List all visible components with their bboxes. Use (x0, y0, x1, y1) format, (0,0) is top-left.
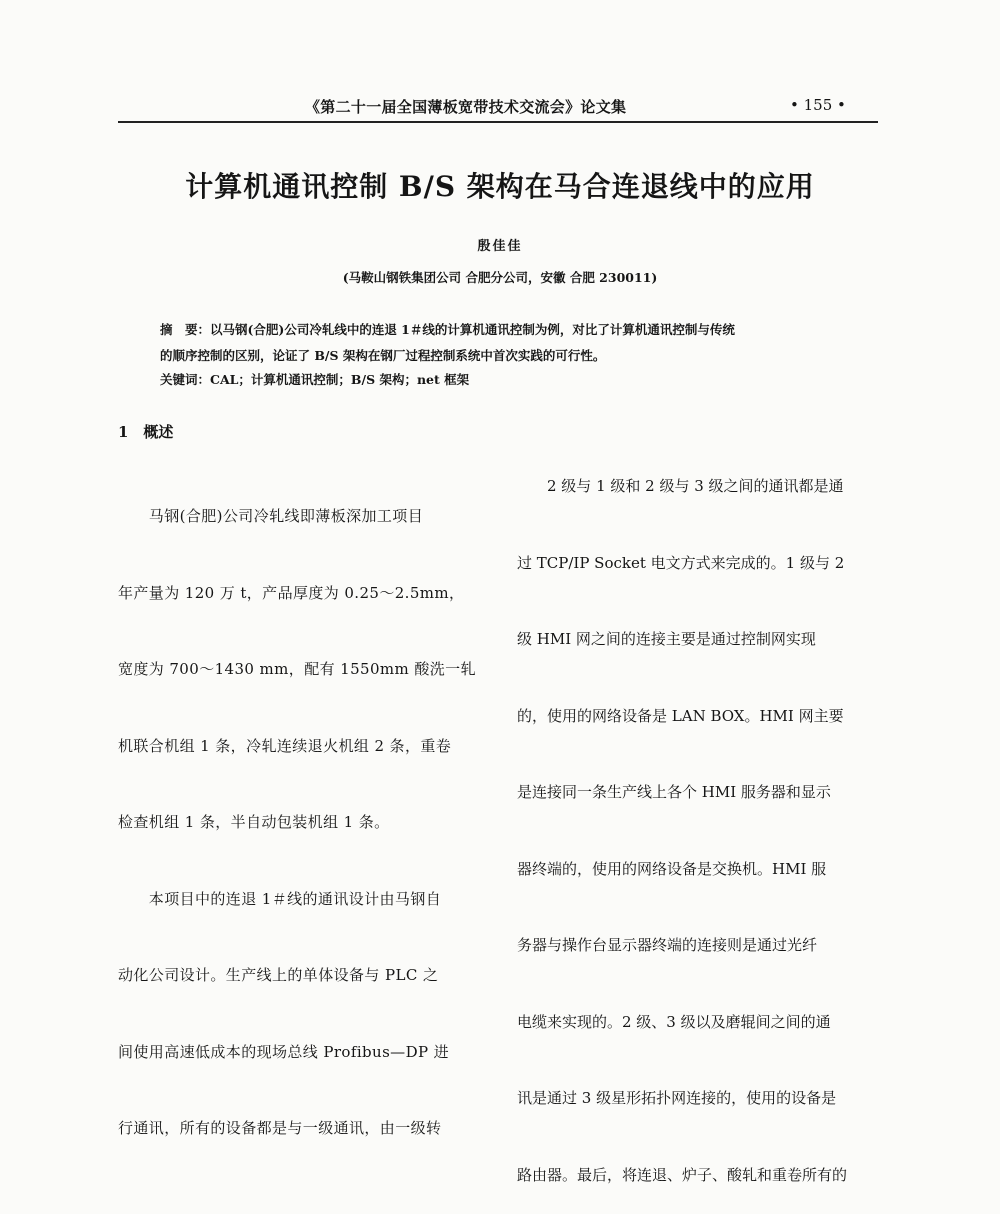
paragraph-line: 动化公司设计。生产线上的单体设备与 PLC 之 (118, 966, 439, 984)
paragraph-line: 检查机组 1 条，半自动包装机组 1 条。 (118, 813, 390, 831)
left-column (118, 453, 483, 1167)
paragraph-line: 器终端的，使用的网络设备是交换机。HMI 服 (517, 859, 827, 878)
header-divider (118, 121, 878, 123)
paragraph-line: 级 HMI 网之间的连接主要是通过控制网实现 (517, 630, 816, 648)
abstract-line-2: 的顺序控制的区别，论证了 B/S 架构在钢厂过程控制系统中首次实践的可行性。 (160, 348, 606, 363)
paragraph-line: 宽度为 700～1430 mm，配有 1550mm 酸洗一轧 (118, 660, 476, 678)
running-header-journal: 《第二十一届全国薄板宽带技术交流会》论文集 (305, 98, 627, 116)
right-column (517, 423, 882, 1214)
keywords: 关键词：CAL；计算机通讯控制；B/S 架构；net 框架 (160, 372, 470, 387)
paragraph-line: 是连接同一条生产线上各个 HMI 服务器和显示 (517, 783, 831, 801)
paragraph-line: 行通讯，所有的设备都是与一级通讯，由一级转 (118, 1119, 442, 1137)
paragraph-line: 本项目中的连退 1＃线的通讯设计由马钢自 (118, 889, 442, 908)
page-number: • 155 • (790, 96, 846, 114)
paragraph-line: 务器与操作台显示器终端的连接则是通过光纤 (517, 936, 818, 954)
section-heading: 1 概述 (118, 423, 174, 441)
paragraph-line: 年产量为 120 万 t，产品厚度为 0.25～2.5mm， (118, 583, 465, 602)
paragraph-line: 讯是通过 3 级星形拓扑网连接的，使用的设备是 (517, 1089, 837, 1107)
author-affiliation: (马鞍山钢铁集团公司 合肥分公司，安徽 合肥 230011) (342, 270, 658, 285)
paragraph-line: 电缆来实现的。2 级、3 级以及磨辊间之间的通 (517, 1012, 831, 1031)
paragraph-line: 过 TCP/IP Socket 电文方式来完成的。1 级与 2 (517, 553, 845, 572)
paragraph-line: 机联合机组 1 条，冷轧连续退火机组 2 条，重卷 (118, 736, 452, 755)
paragraph-line: 路由器。最后，将连退、炉子、酸轧和重卷所有的 (517, 1165, 848, 1184)
paragraph-line: 的，使用的网络设备是 LAN BOX。HMI 网主要 (517, 706, 844, 725)
abstract-line-1: 摘 要：以马钢(合肥)公司冷轧线中的连退 1＃线的计算机通讯控制为例，对比了计算机通讯控制与传统 (160, 322, 735, 337)
paragraph-line: 马钢(合肥)公司冷轧线即薄板深加工项目 (118, 507, 424, 525)
paragraph-line: 间使用高速低成本的现场总线 Profibus—DP 进 (118, 1042, 450, 1061)
paper-title: 计算机通讯控制 B/S 架构在马合连退线中的应用 (185, 170, 815, 203)
paragraph-line: 2 级与 1 级和 2 级与 3 级之间的通讯都是通 (517, 477, 844, 495)
author-name: 殷佳佳 (477, 239, 523, 254)
